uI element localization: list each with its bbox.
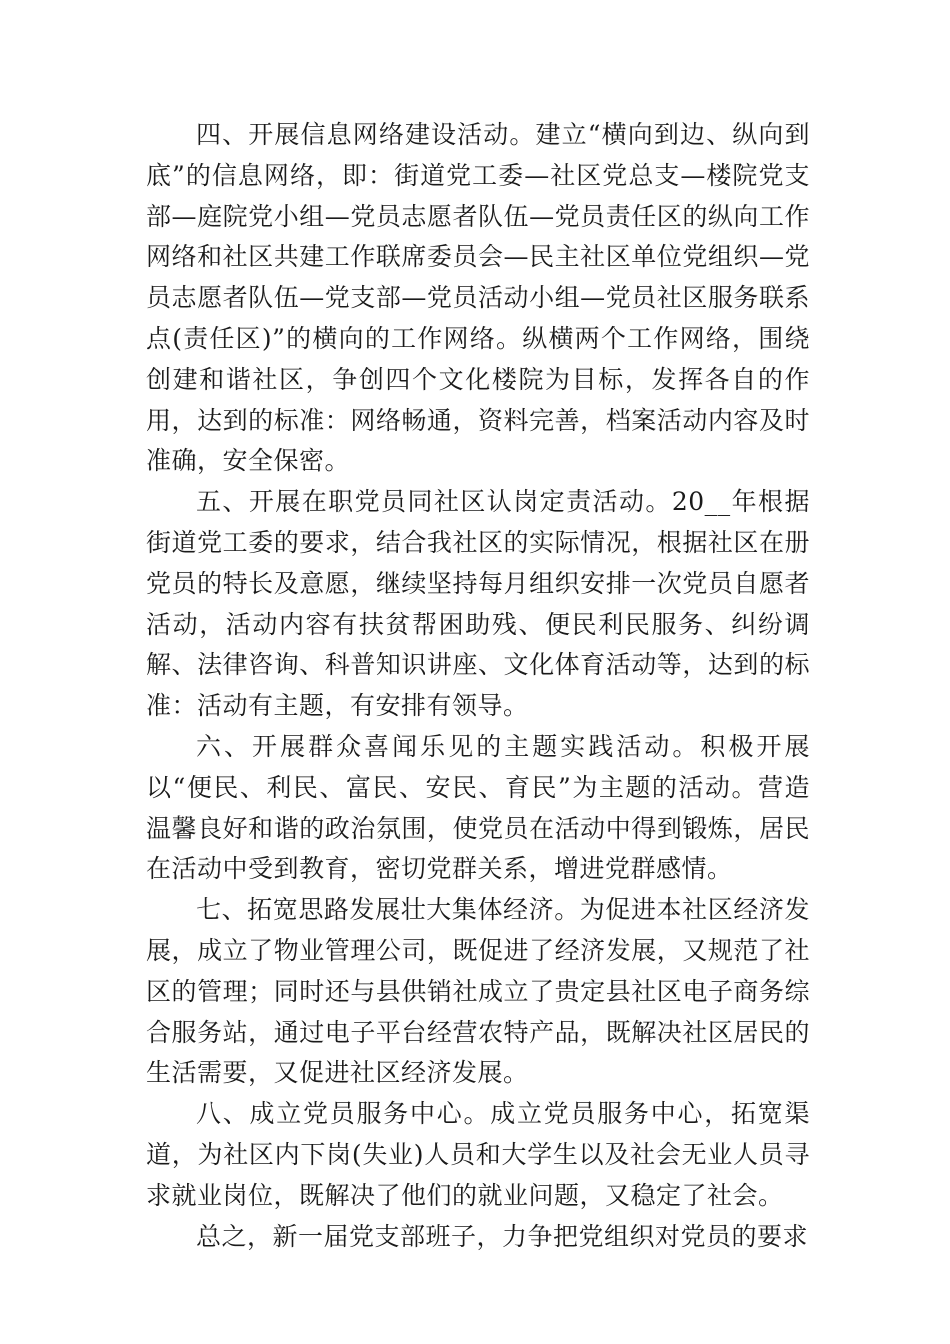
paragraph-collective-economy: 七、拓宽思路发展壮大集体经济。为促进本社区经济发展，成立了物业管理公司，既促进了经济发展，又规范了社区的管理；同时还与县供销社成立了贵定县社区电子商务综合服务站，通过电子平台经营农特产品，既解决社区居民的生活需要，又促进社区经济发展。: [146, 895, 810, 1088]
paragraph-network-building: 四、开展信息网络建设活动。建立“横向到边、纵向到底”的信息网络，即：街道党工委—社区党总支—楼院党支部—庭院党小组—党员志愿者队伍—党员责任区的纵向工作网络和社区共建工作联席委员会—民主社区单位党组织—党员志愿者队伍—党支部—党员活动小组—党员社区服务联系点(责任区)”的横向的工作网络。纵横两个工作网络，围绕创建和谐社区，争创四个文化楼院为目标，发挥各自的作用，达到的标准：网络畅通，资料完善，档案活动内容及时准确，安全保密。: [146, 120, 810, 476]
paragraph-conclusion: 总之，新一届党支部班子，力争把党组织对党员的要求: [196, 1221, 809, 1251]
document-page: [146, 115, 810, 1257]
paragraph-theme-practice: 六、开展群众喜闻乐见的主题实践活动。积极开展以“便民、利民、富民、安民、育民”为主题的活动。营造温馨良好和谐的政治氛围，使党员在活动中得到锻炼，居民在活动中受到教育，密切党群关系，增进党群感情。: [146, 731, 810, 884]
paragraph-service-center: 八、成立党员服务中心。成立党员服务中心，拓宽渠道，为社区内下岗(失业)人员和大学生以及社会无业人员寻求就业岗位，既解决了他们的就业问题，又稳定了社会。: [146, 1099, 810, 1210]
paragraph-party-member-duty: 五、开展在职党员同社区认岗定责活动。20__年根据街道党工委的要求，结合我社区的实际情况，根据社区在册党员的特长及意愿，继续坚持每月组织安排一次党员自愿者活动，活动内容有扶贫帮困助残、便民利民服务、纠纷调解、法律咨询、科普知识讲座、文化体育活动等，达到的标准：活动有主题，有安排有领导。: [146, 487, 810, 721]
